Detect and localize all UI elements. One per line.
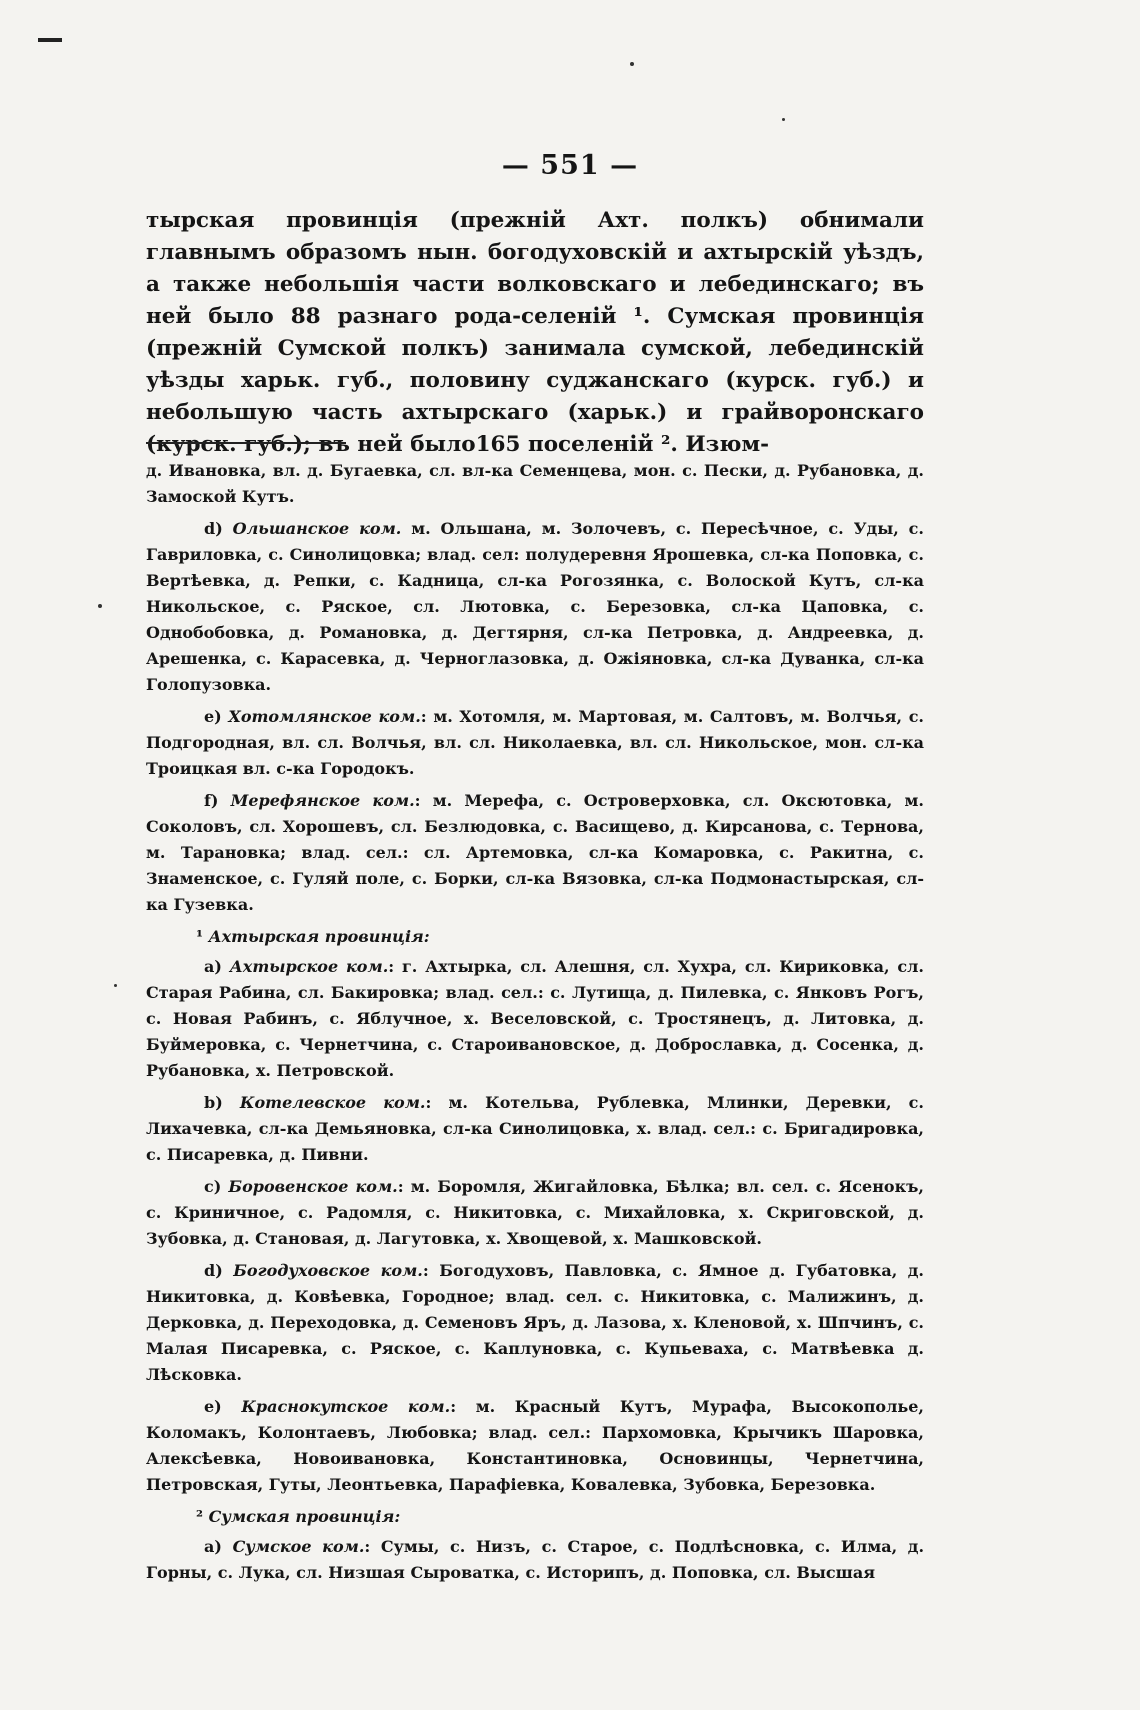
footnotes bbox=[146, 458, 924, 1592]
footnote-title: Сумская провинція: bbox=[208, 1507, 401, 1526]
entry-title: Боровенское ком. bbox=[228, 1177, 398, 1196]
entry-title: Котелевское ком. bbox=[239, 1093, 426, 1112]
entry-text: : м. Котельва, Рублевка, Млинки, Деревки, с. Лихачевка, сл-ка Демьяновка, сл-ка Синолицовка, х. влад. сел.: с. Бригадировка, с. Писаревка, д. Пивни. bbox=[146, 1093, 924, 1164]
footnote-entry-d bbox=[146, 516, 924, 698]
footnote-mark: ¹ bbox=[196, 927, 204, 946]
scan-mark bbox=[38, 38, 62, 42]
speck bbox=[782, 118, 785, 121]
entry-text: : г. Ахтырка, сл. Алешня, сл. Хухра, сл. Кириковка, сл. Старая Рабина, сл. Бакировка; влад. сел.: с. Лутища, д. Пилевка, с. Янковъ Рогъ, с. Новая Рабинъ, с. Яблучное, х. Веселовской, с. Тростянецъ, д. Литовка, д. Буймеровка, с. Чернетчина, с. Староивановское, д. Доброславка, д. Сосенка, д. Рубановка, х. Петровской. bbox=[146, 957, 924, 1080]
entry-title: Краснокутское ком. bbox=[241, 1397, 451, 1416]
entry-text: : Сумы, с. Низъ, с. Старое, с. Подлѣсновка, с. Илма, д. Горны, с. Лука, сл. Низшая Сыроватка, с. Историпъ, д. Поповка, сл. Высшая bbox=[146, 1537, 925, 1582]
footnote-entry-c1 bbox=[146, 1174, 924, 1252]
footnote-entry-f bbox=[146, 788, 924, 918]
speck bbox=[98, 604, 102, 608]
footnote-title: Ахтырская провинція: bbox=[208, 927, 430, 946]
speck bbox=[630, 62, 634, 66]
footnote-rule bbox=[146, 442, 346, 444]
entry-text: : Богодуховъ, Павловка, с. Ямное д. Губатовка, д. Никитовка, д. Ковѣевка, Городное; влад. сел. с. Никитовка, с. Малижинъ, д. Дерковка, д. Переходовка, д. Семеновъ Яръ, д. Лазова, х. Кленовой, х. Шпчинъ, с. Малая Писаревка, с. Ряское, с. Каплуновка, с. Купьеваха, с. Матвѣевка д. Лѣсковка. bbox=[146, 1261, 925, 1384]
footnote-entry-a2 bbox=[146, 1534, 924, 1586]
entry-label: a) bbox=[204, 1537, 222, 1556]
footnote-entry-a1 bbox=[146, 954, 924, 1084]
entry-text: м. Ольшана, м. Золочевъ, с. Пересѣчное, с. Уды, с. Гавриловка, с. Синолицовка; влад. сел: полудеревня Ярошевка, сл-ка Поповка, с. Вертѣевка, д. Репки, с. Кадница, сл-ка Рогозянка, с. Волоской Кутъ, сл-ка Никольское, с. Ряское, сл. Лютовка, с. Березовка, сл-ка Цаповка, с. Однобобовка, д. Романовка, д. Дегтярня, сл-ка Петровка, д. Андреевка, д. Арешенка, с. Карасевка, д. Черноглазовка, д. Ожіяновка, сл-ка Дуванка, сл-ка Голопузовка. bbox=[146, 519, 924, 694]
page-number: — 551 — bbox=[501, 150, 639, 181]
entry-label: е) bbox=[204, 1397, 222, 1416]
main-text: тырская провинція (прежній Ахт. полкъ) обнимали главнымъ образомъ нын. богодуховскій и ахтырскій уѣздъ, а также небольшія части волковскаго и лебединскаго; въ ней было 88 разнаго рода-селеній ¹. Сумская провинція (прежній Сумской полкъ) занимала сумской, лебединскій уѣзды харьк. губ., половину суджанскаго (курск. губ.) и небольшую часть ахтырскаго (харьк.) и грайворонскаго (курск. губ.); въ ней было165 поселеній ². Изюм- bbox=[146, 208, 924, 457]
entry-label: d) bbox=[204, 1261, 223, 1280]
entry-title: Ахтырское ком. bbox=[229, 957, 389, 976]
entry-title: Сумское ком. bbox=[232, 1537, 365, 1556]
footnote-entry-d1 bbox=[146, 1258, 924, 1388]
entry-text: : м. Хотомля, м. Мартовая, м. Салтовъ, м. Волчья, с. Подгородная, вл. сл. Волчья, вл. сл. Николаевка, вл. сл. Никольское, мон. сл-ка Троицкая вл. с-ка Городокъ. bbox=[146, 707, 925, 778]
entry-title: Мерефянское ком. bbox=[230, 791, 415, 810]
entry-label: c) bbox=[204, 1177, 222, 1196]
entry-label: b) bbox=[204, 1093, 223, 1112]
footnote-entry-e bbox=[146, 704, 924, 782]
footnote-continuation bbox=[146, 458, 924, 510]
entry-title: Ольшанское ком. bbox=[232, 519, 402, 538]
footnote-2-heading bbox=[146, 1504, 924, 1530]
entry-title: Богодуховское ком. bbox=[233, 1261, 423, 1280]
footnote-mark: ² bbox=[196, 1507, 204, 1526]
entry-text: : м. Мерефа, с. Островерховка, сл. Оксютовка, м. Соколовъ, сл. Хорошевъ, сл. Безлюдовка, с. Васищево, д. Кирсанова, с. Тернова, м. Тарановка; влад. сел.: сл. Артемовка, сл-ка Комаровка, с. Ракитна, с. Знаменское, с. Гуляй поле, с. Борки, сл-ка Вязовка, сл-ка Подмонастырская, сл-ка Гузевка. bbox=[146, 791, 925, 914]
entry-title: Хотомлянское ком. bbox=[228, 707, 421, 726]
footnote-1-heading bbox=[146, 924, 924, 950]
speck bbox=[114, 984, 117, 987]
entry-label: a) bbox=[204, 957, 222, 976]
footnote-entry-b1 bbox=[146, 1090, 924, 1168]
entry-label: d) bbox=[204, 519, 223, 538]
footnote-text: д. Ивановка, вл. д. Бугаевка, сл. вл-ка Семенцева, мон. с. Пески, д. Рубановка, д. Замоской Кутъ. bbox=[146, 461, 924, 506]
footnote-entry-e1 bbox=[146, 1394, 924, 1498]
entry-text: : м. Красный Кутъ, Мурафа, Высокополье, Коломакъ, Колонтаевъ, Любовка; влад. сел.: Пархомовка, Крычикъ Шаровка, Алексѣевка, Новоивановка, Константиновка, Основинцы, Чернетчина, Петровская, Гуты, Леонтьевка, Парафіевка, Ковалевка, Зубовка, Березовка. bbox=[146, 1397, 924, 1494]
entry-text: : м. Боромля, Жигайловка, Бѣлка; вл. сел. с. Ясенокъ, с. Криничное, с. Радомля, с. Никитовка, с. Михайловка, х. Скриговской, д. Зубовка, д. Становая, д. Лагутовка, х. Хвощевой, х. Машковской. bbox=[146, 1177, 924, 1248]
entry-label: f) bbox=[204, 791, 219, 810]
entry-label: е) bbox=[204, 707, 222, 726]
